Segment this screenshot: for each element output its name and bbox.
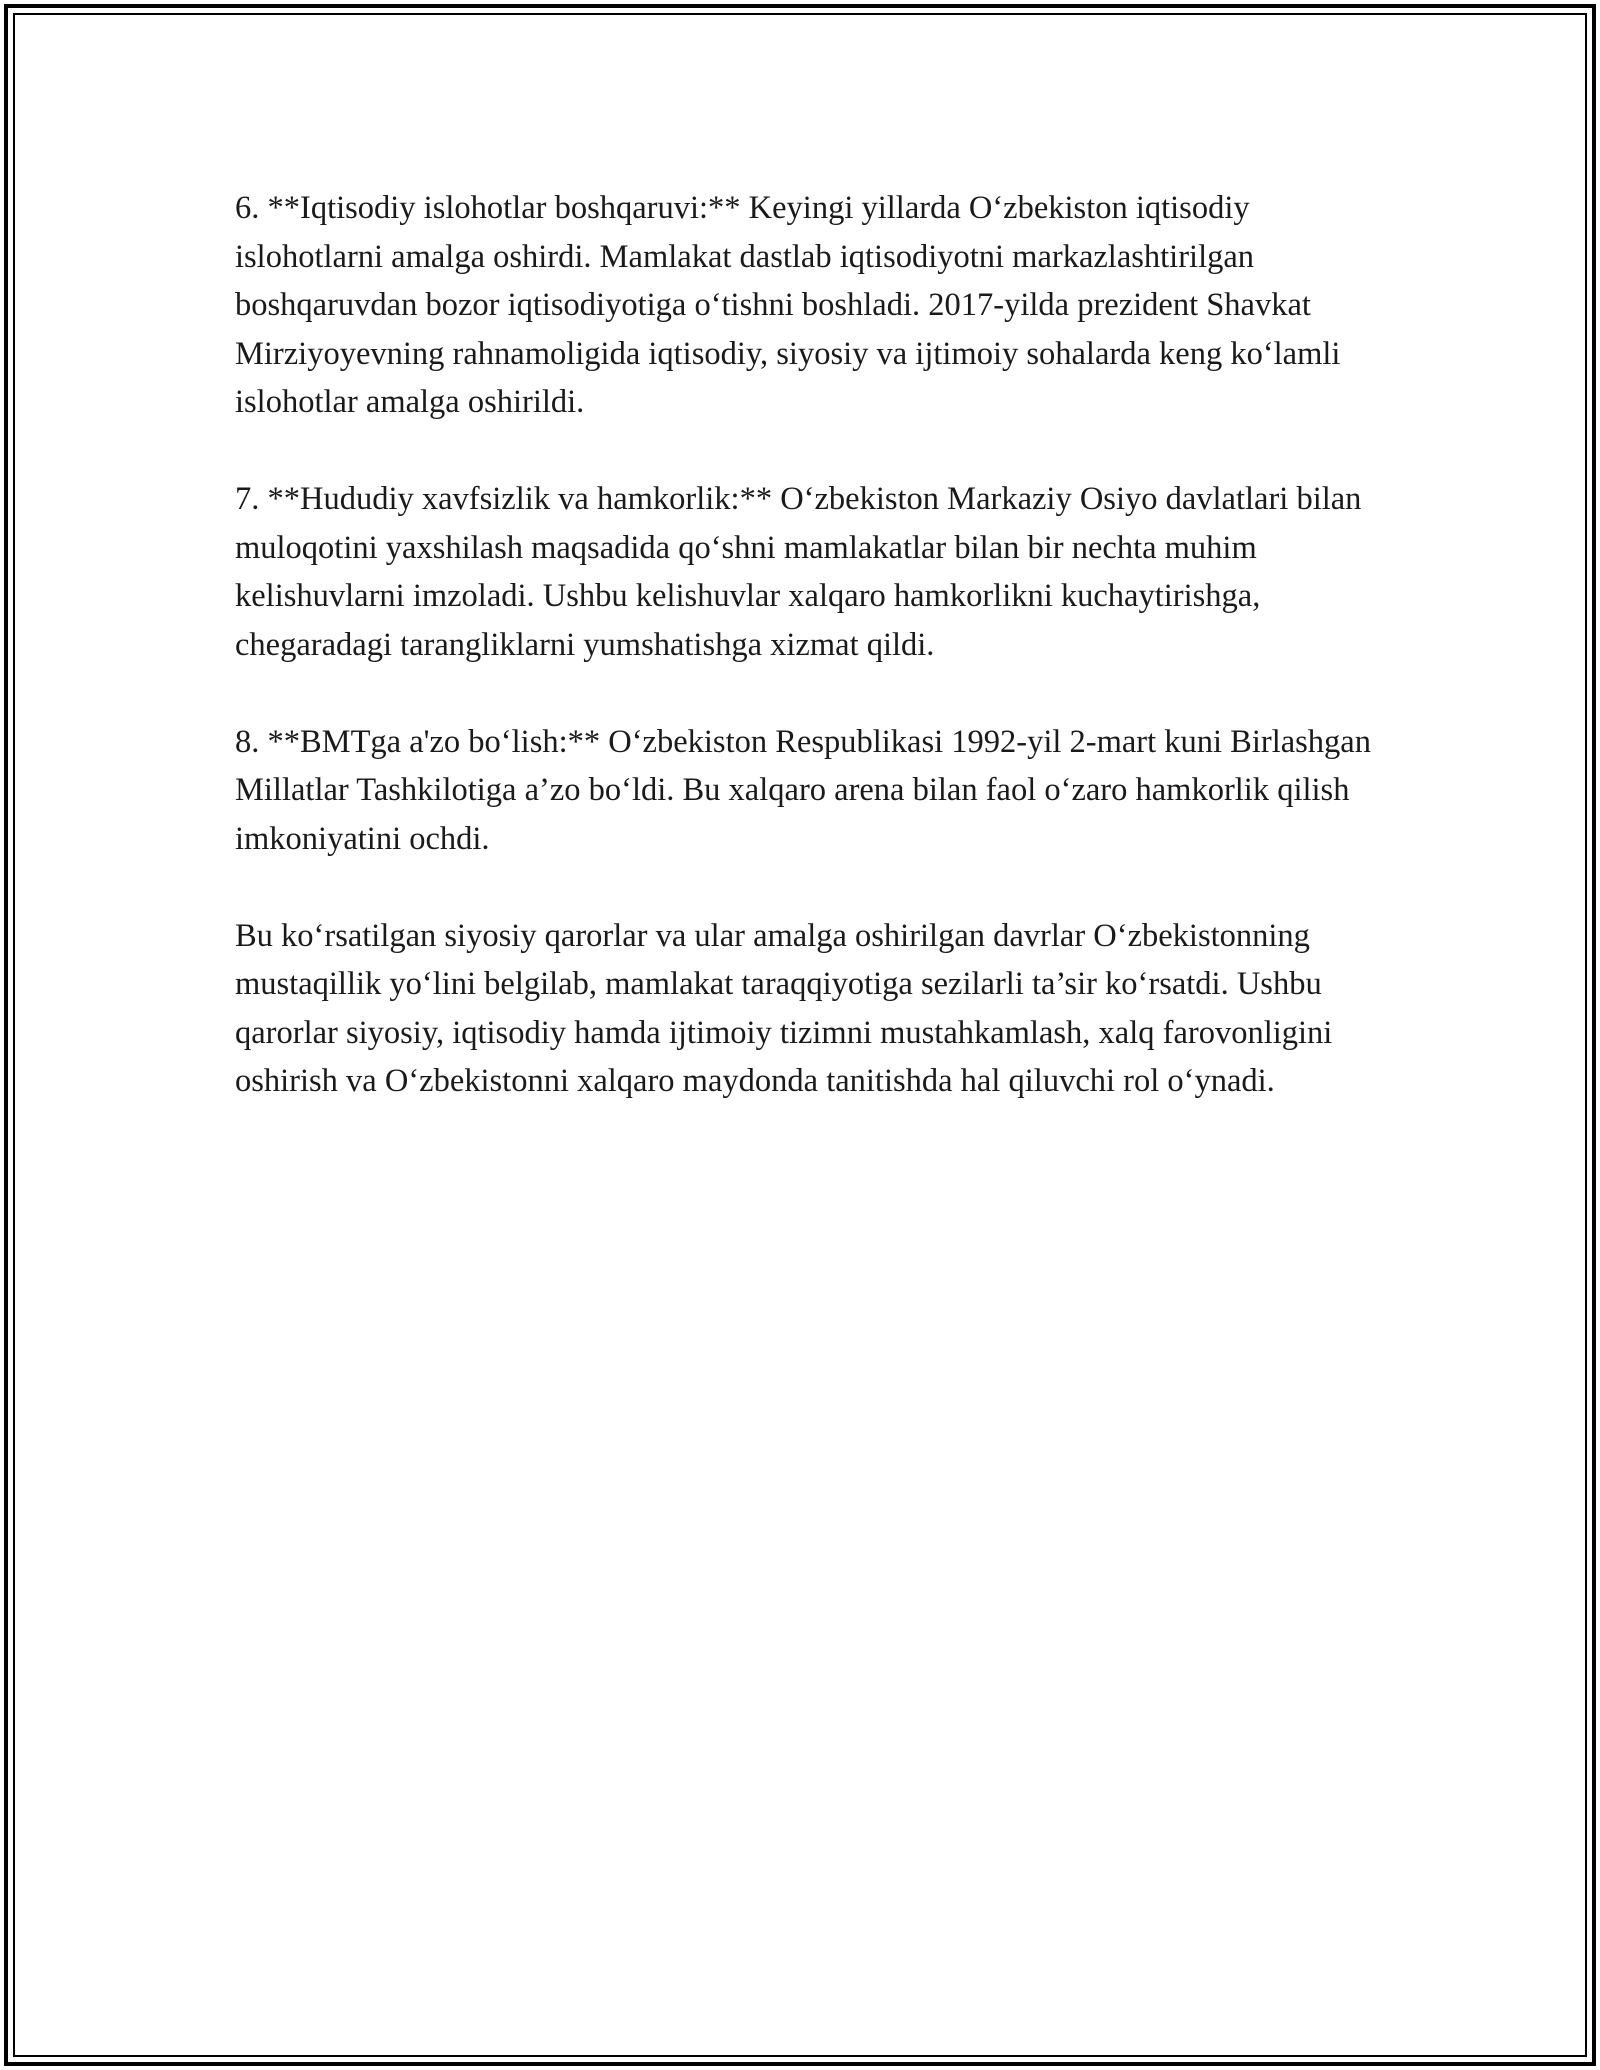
document-body — [235, 184, 1395, 1106]
paragraph-un-membership: 8. **BMTga a'zo bo‘lish:** O‘zbekiston Respublikasi 1992-yil 2-mart kuni Birlashgan Millatlar Tashkilotiga a’zo bo‘ldi. Bu xalqaro arena bilan faol o‘zaro hamkorlik qilish imkoniyatini ochdi. — [235, 723, 1371, 857]
paragraph-regional-security: 7. **Hududiy xavfsizlik va hamkorlik:** O‘zbekiston Markaziy Osiyo davlatlari bilan muloqotini yaxshilash maqsadida qo‘shni mamlakatlar bilan bir nechta muhim kelishuvlarni imzoladi. Ushbu kelishuvlar xalqaro hamkorlikni kuchaytirishga, chegaradagi tarangliklarni yumshatishga xizmat qildi. — [235, 481, 1362, 663]
paragraph-conclusion: Bu ko‘rsatilgan siyosiy qarorlar va ular amalga oshirilgan davrlar O‘zbekistonning mustaqillik yo‘lini belgilab, mamlakat taraqqiyotiga sezilarli ta’sir ko‘rsatdi. Ushbu qarorlar siyosiy, iqtisodiy hamda ijtimoiy tizimni mustahkamlash, xalq farovonligini oshirish va O‘zbekistonni xalqaro maydonda tanitishda hal qiluvchi rol o‘ynadi. — [235, 917, 1333, 1099]
paragraph-economic-reforms: 6. **Iqtisodiy islohotlar boshqaruvi:** Keyingi yillarda O‘zbekiston iqtisodiy islohotlarni amalga oshirdi. Mamlakat dastlab iqtisodiyotni markazlashtirilgan boshqaruvdan bozor iqtisodiyotiga o‘tishni boshladi. 2017-yilda prezident Shavkat Mirziyoyevning rahnamoligida iqtisodiy, siyosiy va ijtimoiy sohalarda keng ko‘lamli islohotlar amalga oshirildi. — [235, 190, 1341, 420]
